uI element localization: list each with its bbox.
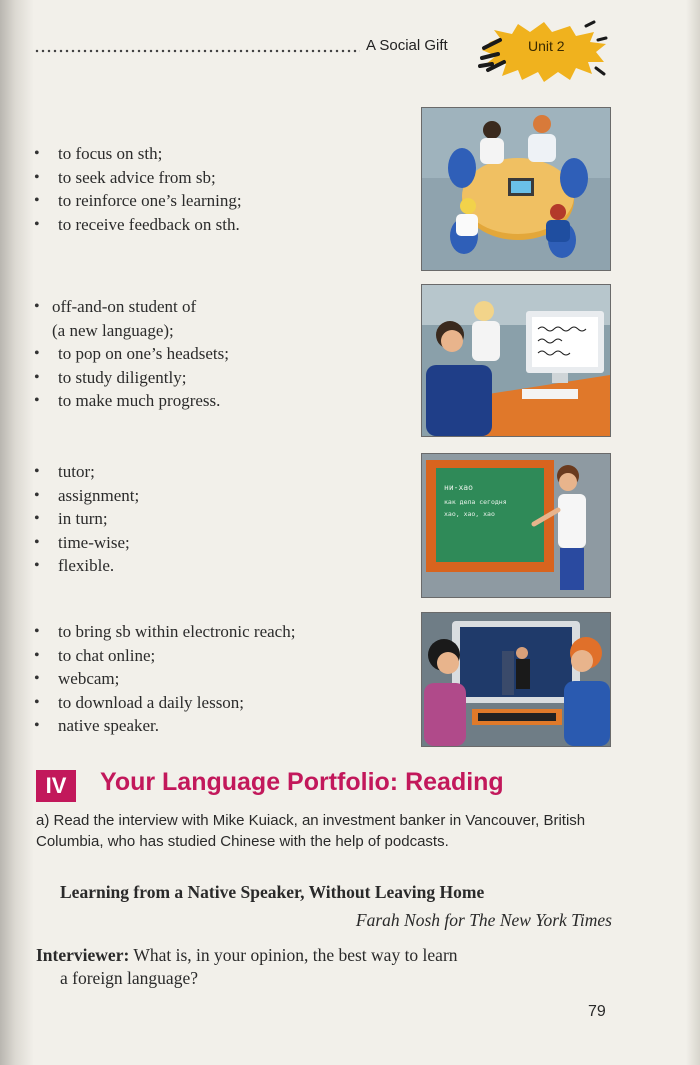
list-item: • to reinforce one’s learning; [34, 189, 242, 213]
webcam-video-chat-illustration [421, 612, 611, 747]
vocab-list-3 [34, 460, 139, 578]
list-item: • off-and-on student of [34, 295, 229, 319]
list-item: • to focus on sth; [34, 142, 242, 166]
vocab-list-1 [34, 142, 242, 236]
list-item: • to study diligently; [34, 366, 229, 390]
chalkboard-text-line: хао, хао, хао [444, 510, 495, 518]
list-item: • time-wise; [34, 531, 139, 555]
list-item: • native speaker. [34, 714, 295, 738]
list-item: • tutor; [34, 460, 139, 484]
list-item: (a new language); [52, 320, 174, 340]
article-title: Learning from a Native Speaker, Without Leaving Home [60, 882, 485, 902]
list-item: • to download a daily lesson; [34, 691, 295, 715]
interview-question-continuation: a foreign language? [60, 968, 198, 988]
page-edge-shadow [686, 0, 700, 1065]
interview-question [36, 944, 616, 990]
teacher-at-chalkboard-illustration [421, 453, 611, 598]
chalkboard-text-line: как дела сегодня [444, 498, 507, 506]
student-at-computer-illustration [421, 284, 611, 437]
section-title: Your Language Portfolio: Reading [100, 768, 504, 796]
interview-question-text: What is, in your opinion, the best way to learn [133, 945, 458, 965]
list-item: • webcam; [34, 667, 295, 691]
chalkboard-text-line: ни-хао [444, 483, 473, 492]
interview-speaker: Interviewer: [36, 945, 130, 965]
students-around-table-illustration [421, 107, 611, 271]
list-item: • flexible. [34, 554, 139, 578]
list-item: • to receive feedback on sth. [34, 213, 242, 237]
list-item: • to chat online; [34, 644, 295, 668]
list-item: • to make much progress. [34, 389, 229, 413]
page-number: 79 [588, 1003, 606, 1020]
vocab-list-2 [34, 295, 229, 413]
running-header-title: A Social Gift [366, 37, 448, 54]
page-gutter-shadow [0, 0, 34, 1065]
exercise-instruction: a) Read the interview with Mike Kuiack, an investment banker in Vancouver, British Columbia, who has studied Chinese with the help of podcasts. [36, 812, 586, 850]
unit-label: Unit 2 [528, 38, 565, 54]
list-item: • in turn; [34, 507, 139, 531]
list-item: • to pop on one’s headsets; [34, 342, 229, 366]
article-byline: Farah Nosh for The New York Times [355, 910, 612, 930]
vocab-list-4 [34, 620, 295, 738]
list-item: • to seek advice from sb; [34, 166, 242, 190]
list-item: • assignment; [34, 484, 139, 508]
section-number-badge: IV [36, 770, 76, 802]
header-dotted-rule [34, 48, 360, 54]
list-item: • to bring sb within electronic reach; [34, 620, 295, 644]
